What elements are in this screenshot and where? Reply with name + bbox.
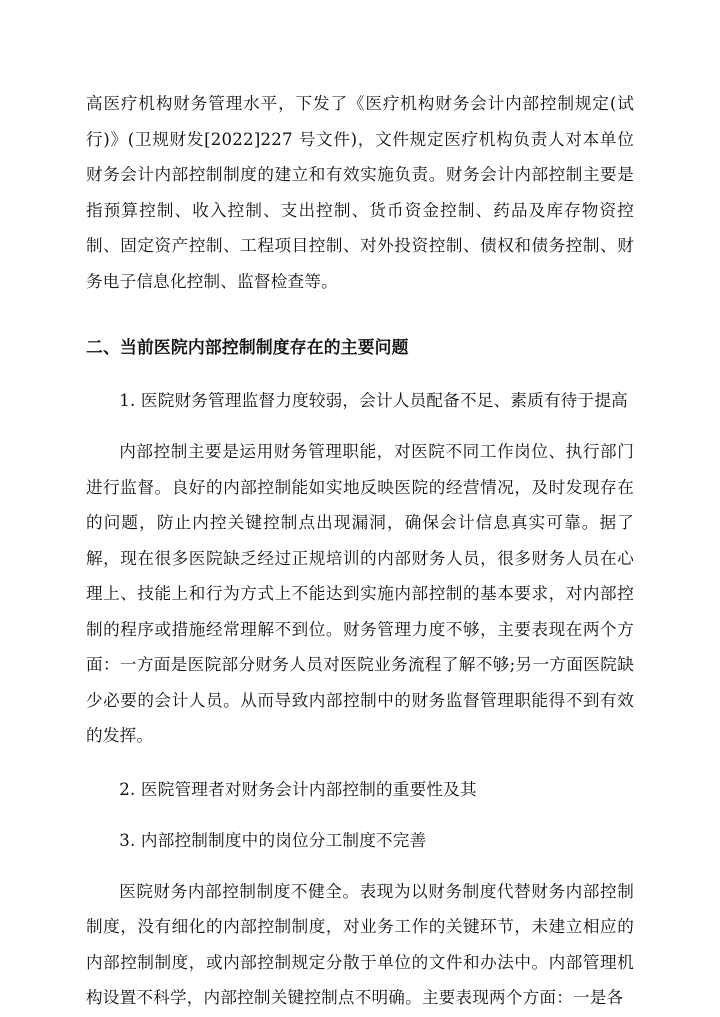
spacer [86,754,634,772]
subheading-2: 2. 医院管理者对财务会计内部控制的重要性及其 [119,779,477,799]
body-paragraph-1: 内部控制主要是运用财务管理职能，对医院不同工作岗位、执行部门进行监督。良好的内部控制能如实地反映医院的经营情况，及时发现存在的问题，防止内控关键控制点出现漏洞，确保会计信息真实可靠。据了解，现在很多医院缺乏经过正规培训的内部财务人员，很多财务人员在心理上、技能上和行为方式上不能达到实施内部控制的基本要求，对内部控制的程序或措施经常理解不到位。财务管理力度不够，主要表现在两个方面：一方面是医院部分财务人员对医院业务流程了解不够;另一方面医院缺少必要的会计人员。从而导致内部控制中的财务监督管理职能得不到有效的发挥。 [86,442,634,745]
section-heading: 二、当前医院内部控制制度存在的主要问题 [86,337,409,357]
spacer [86,299,634,311]
intro-paragraph: 高医疗机构财务管理水平，下发了《医疗机构财务会计内部控制规定(试行)》(卫规财发[2022]227 号文件)，文件规定医疗机构负责人对本单位财务会计内部控制制度的建立和有效实施负责。财务会计内部控制主要是指预算控制、收入控制、支出控制、货币资金控制、药品及库存物资控制、固定资产控制、工程项目控制、对外投资控制、债权和债务控制、财务电子信息化控制、监督检查等。 [86,94,634,291]
subheading-1: 1. 医院财务管理监督力度较弱，会计人员配备不足、素质有待于提高 [119,391,628,410]
body-paragraph-2: 医院财务内部控制制度不健全。表现为以财务制度代替财务内部控制制度，没有细化的内部控制制度，对业务工作的关键环节，未建立相应的内部控制制度，或内部控制规定分散于单位的文件和办法中。内部管理机构设置不科学，内部控制关键控制点不明确。主要表现两个方面：一是各 [86,881,634,1007]
subheading-3: 3. 内部控制制度中的岗位分工制度不完善 [119,830,427,850]
